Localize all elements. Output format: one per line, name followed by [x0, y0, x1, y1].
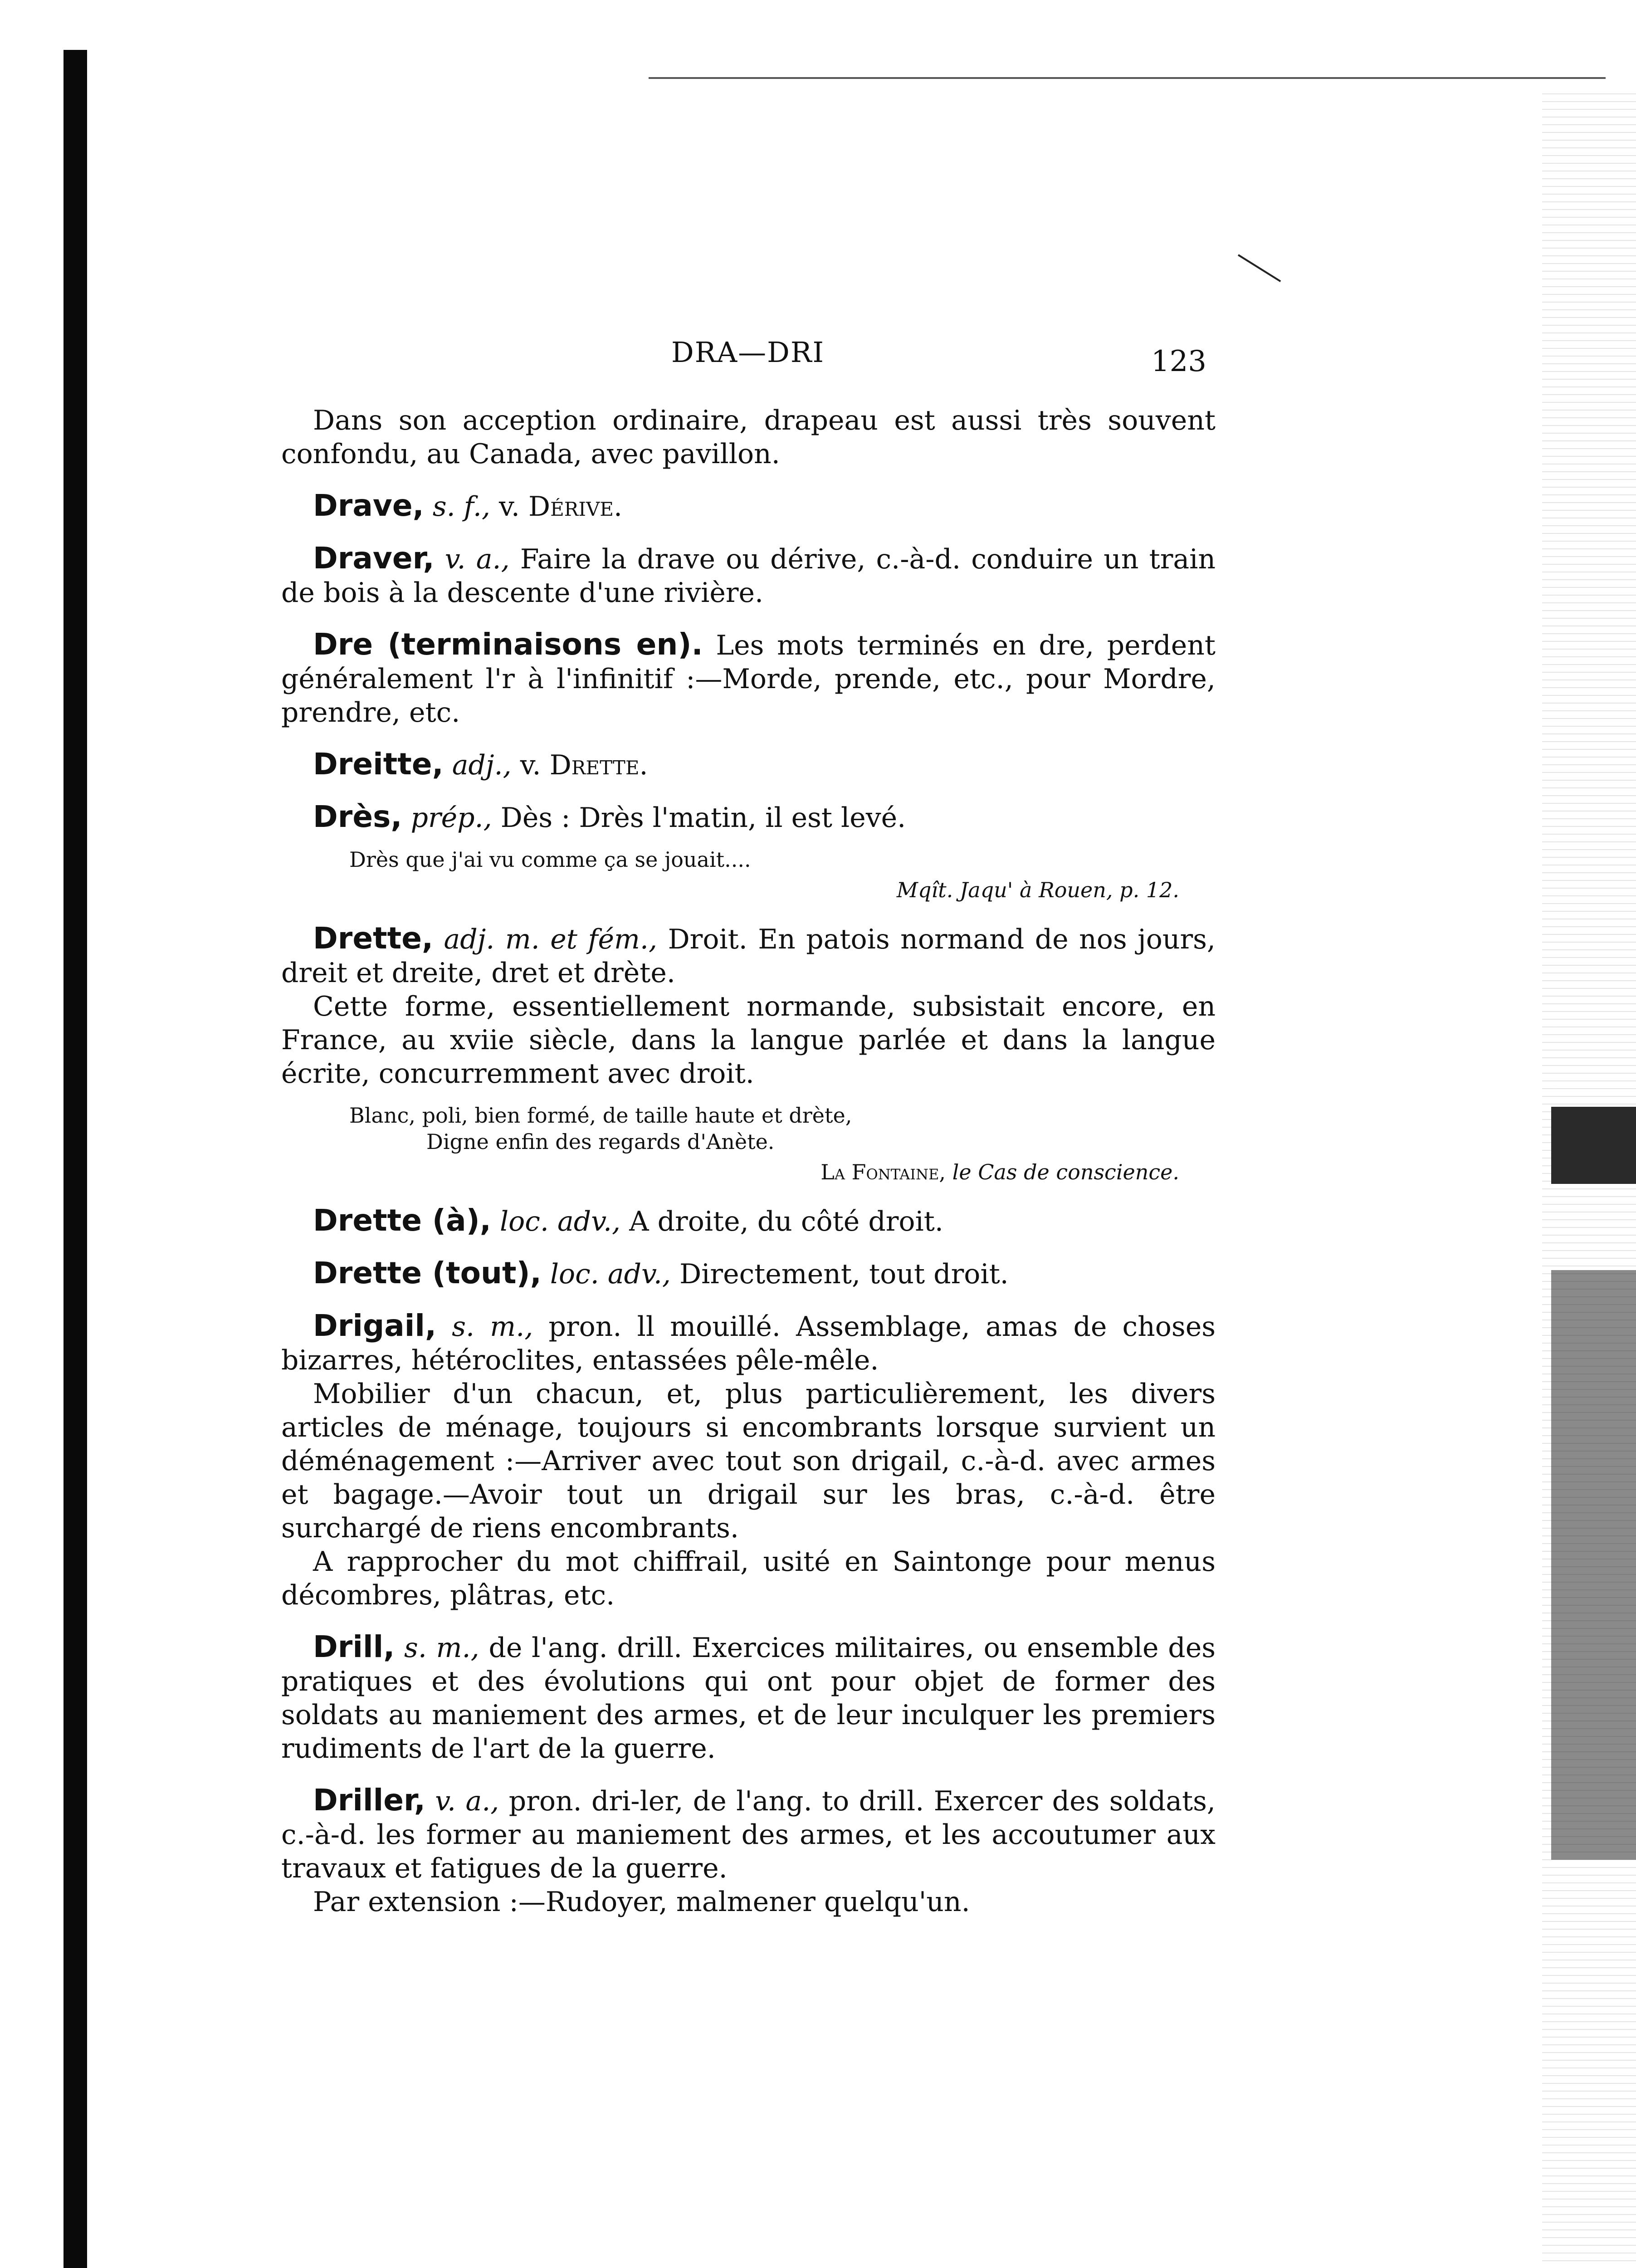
headword: Dre (terminaisons en). [313, 627, 703, 662]
definition: pron. dri-ler, de l'ang. to drill. Exercer des soldats, c.-à-d. les former au maniement des armes, et les accoutumer aux travaux et fatigues de la guerre. [281, 1785, 1216, 1884]
intro-paragraph: Dans son acception ordinaire, drapeau est aussi très souvent confondu, au Canada, avec pavillon. [281, 405, 1216, 470]
quotation-source: La Fontaine, le Cas de conscience. [820, 1160, 1179, 1184]
definition: Dès : Drès l'matin, il est levé. [500, 802, 906, 834]
quotation-line: Digne enfin des regards d'Anète. [426, 1129, 775, 1154]
quotation: Drès que j'ai vu comme ça se jouait.... [349, 847, 751, 872]
scan-rule [649, 77, 1606, 79]
grammar: adj. m. et fém., [444, 924, 658, 955]
cross-ref: Drette. [549, 749, 648, 781]
headword: Driller, [313, 1783, 425, 1818]
definition: pron. ll mouillé. Assemblage, amas de choses bizarres, hétéroclites, entassées pêle-mêle. [281, 1311, 1216, 1376]
entry-dreitte [281, 748, 1216, 782]
entry-dres [281, 800, 1216, 835]
entry-paragraph: Mobilier d'un chacun, et, plus particulièrement, les divers articles de ménage, toujours si encombrants lorsque survient un déménagement :—Arriver avec tout son drigail, c.-à-d. avec armes et bagage.—Avoir tout un drigail sur les bras, c.-à-d. être surchargé de riens encombrants. [281, 1378, 1216, 1544]
page-header [281, 336, 1216, 404]
running-head: DRA—DRI [671, 336, 825, 369]
definition: Les mots terminés en dre, perdent généralement l'r à l'infinitif :—Morde, prende, etc., pour Mordre, prendre, etc. [281, 630, 1216, 728]
definition: Droit. En patois normand de nos jours, dreit et dreite, dret et drète. [281, 924, 1216, 989]
grammar: adj., [452, 749, 512, 781]
entry-drill [281, 1630, 1216, 1765]
definition: Faire la drave ou dérive, c.-à-d. conduire un train de bois à la descente d'une rivière. [281, 543, 1216, 609]
page-edge-dark [1551, 1107, 1636, 1184]
grammar: prép., [410, 802, 492, 834]
entry-paragraph: Cette forme, essentiellement normande, subsistait encore, en France, au xviie siècle, dans la langue parlée et dans la langue écrite, concurremment avec droit. [281, 991, 1216, 1090]
grammar: v. a., [444, 543, 510, 575]
grammar: s. m., [452, 1311, 533, 1343]
entry-draver [281, 542, 1216, 610]
binding-shadow [63, 50, 87, 2268]
entry-dre [281, 628, 1216, 729]
quotation-line: Blanc, poli, bien formé, de taille haute et drète, [349, 1103, 852, 1128]
cross-ref: Dérive. [528, 491, 623, 523]
page-edge-dark [1551, 1270, 1636, 1860]
entry-drette-tout [281, 1256, 1216, 1291]
grammar: loc. adv., [499, 1206, 621, 1237]
see-also: v. [520, 749, 541, 781]
quotation-source: Mqît. Jaqu' à Rouen, p. 12. [896, 878, 1179, 902]
grammar: s. f., [432, 491, 490, 523]
entry-drette [281, 922, 1216, 990]
scan-mark [1238, 254, 1281, 282]
headword: Drette (à), [313, 1203, 491, 1238]
entry-paragraph: Par extension :—Rudoyer, malmener quelqu'un. [313, 1886, 970, 1918]
grammar: loc. adv., [550, 1258, 671, 1290]
headword: Drave, [313, 488, 424, 523]
definition: de l'ang. drill. Exercices militaires, ou ensemble des pratiques et des évolutions qui ont pour objet de former des soldats au maniement des armes, et de leur inculquer les premiers rudiments de l'art de la guerre. [281, 1632, 1216, 1765]
headword: Drette (tout), [313, 1256, 542, 1290]
headword: Drill, [313, 1629, 395, 1664]
headword: Draver, [313, 541, 435, 576]
page-number: 123 [1151, 345, 1206, 378]
headword: Drès, [313, 799, 402, 834]
definition: A droite, du côté droit. [629, 1206, 943, 1237]
entry-paragraph: A rapprocher du mot chiffrail, usité en Saintonge pour menus décombres, plâtras, etc. [281, 1546, 1216, 1611]
grammar: v. a., [435, 1785, 499, 1817]
see-also: v. [499, 491, 520, 523]
entry-driller [281, 1784, 1216, 1885]
headword: Drette, [313, 921, 434, 956]
entry-drigail [281, 1309, 1216, 1377]
grammar: s. m., [404, 1632, 479, 1664]
headword: Drigail, [313, 1308, 437, 1343]
headword: Dreitte, [313, 747, 444, 782]
entry-drette-a [281, 1204, 1216, 1238]
definition: Directement, tout droit. [679, 1258, 1009, 1290]
dictionary-page [281, 336, 1216, 1919]
entry-drave [281, 489, 1216, 523]
